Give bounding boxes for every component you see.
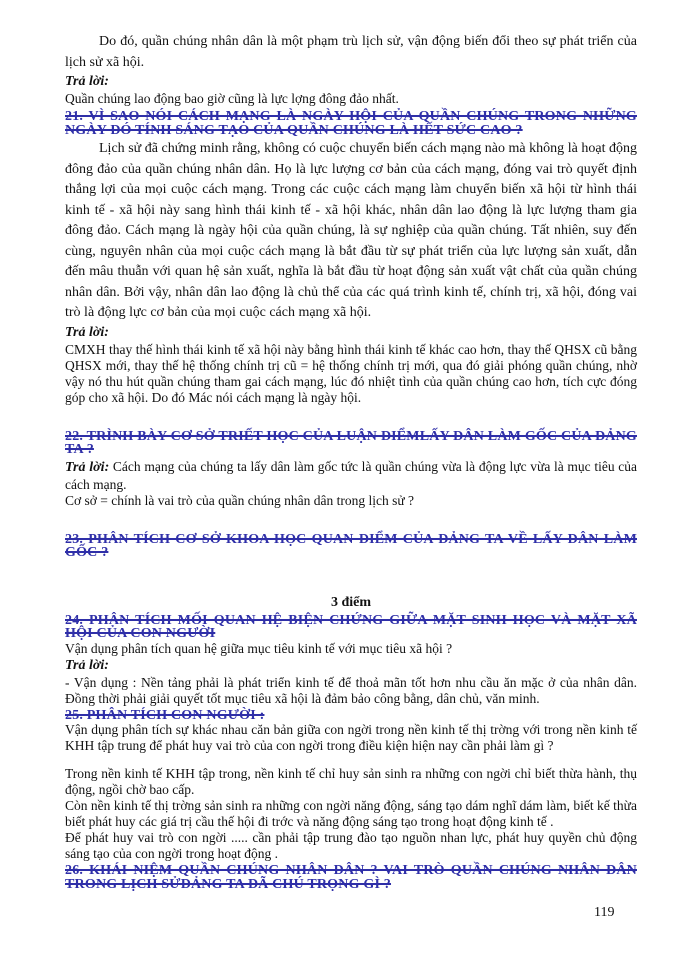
question-25-answer-1: Trong nền kinh tế KHH tập trong, nền kinh tế chỉ huy sản sinh ra những con ngời chỉ biết thừa hành, thụ động, ngồi chờ bao cấp. [65, 766, 637, 797]
question-22-answer-text: Cách mạng của chúng ta lấy dân làm gốc tức là quần chúng vừa là động lực vừa là mục tiêu của cách mạng. [65, 458, 638, 492]
page-content [65, 32, 637, 891]
question-21-paragraph: Lịch sử đã chứng minh rằng, không có cuộc chuyển biến cách mạng nào mà không là hoạt động đông đảo của quần chúng nhân dân. Họ là lực lượng cơ bản của cách mạng, đóng vai trò quyết định thắng lợi của mọi cuộc cách mạng. Trong các cuộc cách mạng làm chuyển biến xã hội từ hình thái kinh tế - xã hội này sang hình thái kinh tế - xã hội khác, nhân dân lao động là lực lượng tham gia đông đảo. Cách mạng là ngày hội của quần chúng, là sự nghiệp của quần chúng. Tất nhiên, suy đến cùng, nguyên nhân của mọi cuộc cách mạng là bắt đầu từ sự phát triển của lực lượng sản xuất, dẫn đến mâu thuẫn với quan hệ sản xuất, nghĩa là bắt đầu từ hoạt động sản xuất vật chất của quần chúng nhân dân. Bởi vậy, nhân dân lao động là chủ thể của các quá trình kinh tế, chính trị, xã hội, đóng vai trò là động lực cơ bản của mọi cuộc cách mạng xã hội. [65, 141, 637, 320]
question-21-answer: CMXH thay thế hình thái kinh tế xã hội này bằng hình thái kinh tế khác cao hơn, thay thế QHSX cũ bằng QHSX mới, thay thế hệ thống chính trị cũ = hệ thống chính trị mới, qua đó giải phóng quần chúng, nhờ vậy nó thu hút quần chúng tham gai cách mạng, lúc đó nhiệt tình của quần chúng cao hơn, tích cực đóng góp cho xã hội. Do đó Mác nói cách mạng là ngày hội. [65, 341, 637, 405]
question-25-answer-2: Còn nền kinh tế thị trờng sản sinh ra những con ngời năng động, sáng tạo dám nghĩ dám làm, biết kế thừa biết phát huy các giá trị cầu thế hội đi trớc và năng động sáng tạo trong hoạt động kinh tế . [65, 798, 637, 829]
question-22-basis: Cơ sở = chính là vai trò của quần chúng nhân dân trong lịch sử ? [65, 492, 415, 508]
question-24-heading: 24. PHÂN TÍCH MỐI QUAN HỆ BIỆN CHỨNG GIỮA MẶT SINH HỌC VÀ MẶT XÃ HỘI CỦA CON NGƯỜI [65, 612, 637, 641]
question-25-question: Vận dụng phân tích sự khác nhau căn bản giữa con ngời trong nền kinh tế thị trờng với trong nền kinh tế KHH tập trung để phát huy vai trò của con ngời trong điều kiện hiện nay cần phải làm gì ? [65, 722, 637, 753]
answer-label: Trả lời: [65, 324, 109, 340]
question-23-heading: 23. PHÂN TÍCH CƠ SỞ KHOA HỌC QUAN ĐIỂM CỦA ĐẢNG TA VỀ LẤY DÂN LÀM GỐC ? [65, 531, 637, 560]
answer-label: Trả lời: [65, 459, 110, 475]
section-title: 3 điểm [330, 594, 372, 610]
answer-label: Trả lời: [65, 657, 109, 673]
question-24-question: Vận dụng phân tích quan hệ giữa mục tiêu kinh tế với mục tiêu xã hội ? [65, 640, 453, 656]
question-25-answer-3: Để phát huy vai trò con ngời ..... cần phải tập trung đào tạo nguồn nhan lực, phát huy quyền chủ động sáng tạo của con ngời trong hoạt động . [65, 830, 637, 861]
question-26-heading: 26. KHÁI NIỆM QUẦN CHÚNG NHÂN DÂN ? VAI TRÒ QUẦN CHÚNG NHÂN DÂN TRONG LỊCH SỬĐẢNG TA ĐÃ CHÚ TRỌNG GÌ ? [65, 863, 637, 892]
question-25-heading: 25. PHÂN TÍCH CON NGƯỜI : [65, 707, 265, 723]
question-22-answer [65, 459, 637, 493]
page-number: 119 [594, 905, 615, 920]
answer-label: Trả lời: [65, 74, 109, 89]
question-22-heading: 22. TRÌNH BÀY CƠ SỞ TRIẾT HỌC CỦA LUẬN ĐIỂMLẤY DÂN LÀM GỐC CỦA ĐẢNG TA ? [65, 428, 637, 457]
intro-paragraph: Do đó, quần chúng nhân dân là một phạm trù lịch sử, vận động biến đổi theo sự phát triển của lịch sử xã hội. [65, 34, 637, 70]
answer-text: Quần chúng lao động bao giờ cũng là lực lợng đông đảo nhất. [65, 91, 399, 106]
question-21-heading: 21. VÌ SAO NÓI CÁCH MẠNG LÀ NGÀY HỘI CỦA QUẦN CHÚNG TRONG NHỮNG NGÀY ĐÓ TÍNH SÁNG TẠO CỦA QUẦN CHÚNG LÀ HẾT SỨC CAO ? [65, 109, 637, 138]
question-24-answer: - Vận dụng : Nền tảng phải là phát triển kinh tế để thoả mãn tốt hơn nhu cầu ăn mặc ở của nhân dân. Đồng thời phải giải quyết tốt mục tiêu xã hội là đảm bảo công bằng, dân chủ, văn minh. [65, 674, 637, 706]
